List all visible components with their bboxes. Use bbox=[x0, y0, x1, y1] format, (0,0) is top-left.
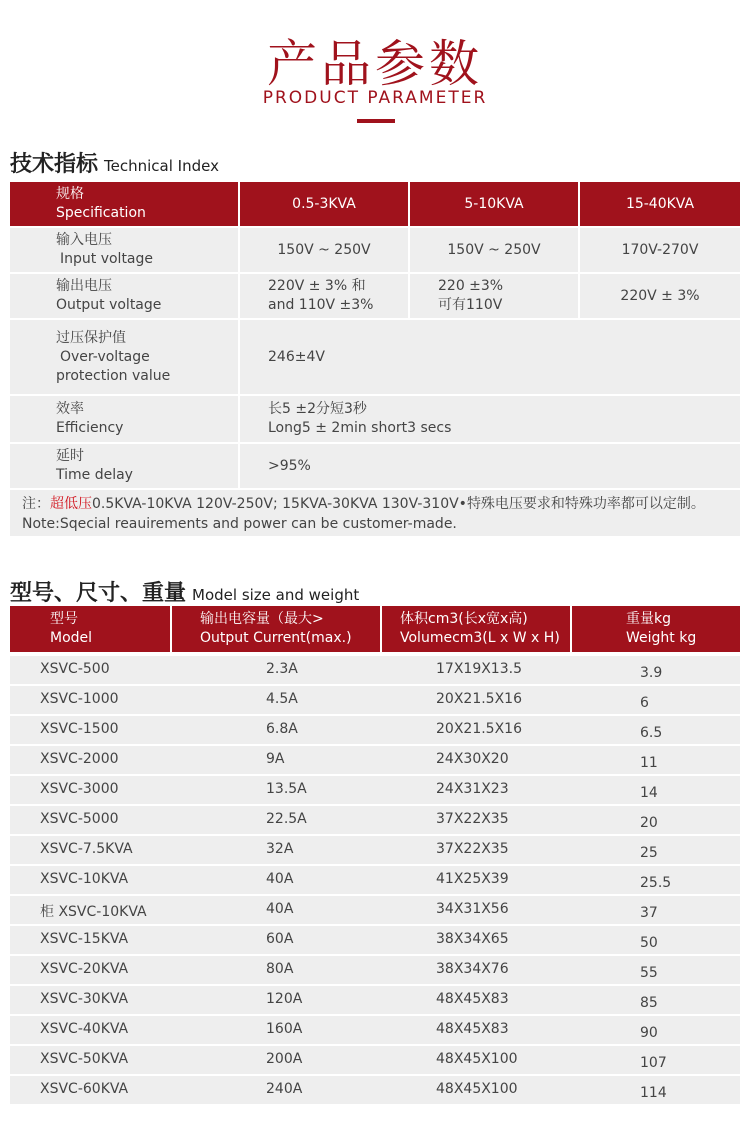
cell-volume: 37X22X35 bbox=[436, 841, 509, 857]
label-en: Over-voltage bbox=[60, 348, 150, 365]
note-line-zh bbox=[22, 494, 740, 514]
value-line: 220V ± 3% 和 bbox=[268, 278, 366, 294]
head-zh: 输出电容量（最大> bbox=[200, 611, 324, 627]
table-row bbox=[10, 926, 740, 954]
note-highlight: 超低压 bbox=[50, 496, 92, 512]
cell-weight: 3.9 bbox=[640, 665, 663, 681]
cell-weight: 55 bbox=[640, 965, 658, 981]
cell-volume: 48X45X83 bbox=[436, 991, 509, 1007]
tech-input-v1: 150V ~ 250V bbox=[240, 228, 408, 272]
value-line: 220 ±3% bbox=[438, 278, 504, 294]
cell-weight: 20 bbox=[640, 815, 658, 831]
cell-weight: 25.5 bbox=[640, 875, 672, 891]
label-zh: 延时 bbox=[56, 448, 84, 464]
label-zh: 过压保护值 bbox=[56, 329, 126, 346]
cell-model: XSVC-60KVA bbox=[40, 1081, 129, 1097]
cell-current: 32A bbox=[266, 841, 294, 857]
cell-model: XSVC-500 bbox=[40, 661, 110, 677]
cell-model: XSVC-7.5KVA bbox=[40, 841, 133, 857]
head-en: Output Current(max.) bbox=[200, 630, 352, 646]
page-header bbox=[0, 0, 750, 140]
cell-weight: 114 bbox=[640, 1085, 667, 1101]
tech-head-col3: 15-40KVA bbox=[580, 182, 740, 226]
model-head-volume bbox=[382, 606, 570, 652]
tech-note bbox=[10, 490, 740, 536]
note-line-en: Note:Sqecial reauirements and power can be customer-made. bbox=[22, 516, 457, 532]
model-title-zh: 型号、尺寸、重量 bbox=[10, 581, 187, 606]
cell-current: 200A bbox=[266, 1051, 303, 1067]
cell-volume: 48X45X100 bbox=[436, 1081, 518, 1097]
table-row bbox=[10, 1046, 740, 1074]
tech-head-col1: 0.5-3KVA bbox=[240, 182, 408, 226]
cell-model: XSVC-15KVA bbox=[40, 931, 129, 947]
model-head-weight bbox=[572, 606, 740, 652]
page-title: 产品参数 bbox=[267, 35, 483, 93]
model-title-en: Model size and weight bbox=[192, 586, 360, 604]
table-row bbox=[10, 716, 740, 744]
cell-model: XSVC-2000 bbox=[40, 751, 119, 767]
value-line: 可有110V bbox=[438, 297, 503, 313]
note-text: 0.5KVA-10KVA 120V-250V; 15KVA-30KVA 130V-310V•特殊电压要求和特殊功率都可以定制。 bbox=[92, 496, 705, 512]
table-row bbox=[10, 806, 740, 834]
cell-volume: 24X30X20 bbox=[436, 751, 509, 767]
head-en: Model bbox=[50, 630, 93, 646]
label-en: Time delay bbox=[56, 467, 133, 483]
cell-volume: 37X22X35 bbox=[436, 811, 509, 827]
tech-head-spec bbox=[10, 182, 238, 226]
tech-head-spec-en: Specification bbox=[56, 205, 146, 221]
cell-weight: 6.5 bbox=[640, 725, 663, 741]
table-row bbox=[10, 986, 740, 1014]
tech-overvoltage-value: 246±4V bbox=[240, 320, 740, 394]
cell-volume: 38X34X65 bbox=[436, 931, 509, 947]
tech-output-v2 bbox=[410, 274, 578, 318]
cell-current: 40A bbox=[266, 871, 294, 887]
cell-model: XSVC-40KVA bbox=[40, 1021, 129, 1037]
table-row bbox=[10, 656, 740, 684]
cell-weight: 90 bbox=[640, 1025, 658, 1041]
tech-input-v2: 150V ~ 250V bbox=[410, 228, 578, 272]
tech-row-input-label bbox=[10, 228, 238, 272]
model-section-title bbox=[10, 576, 359, 607]
value-line: and 110V ±3% bbox=[268, 297, 374, 313]
cell-current: 9A bbox=[266, 751, 285, 767]
cell-model: XSVC-3000 bbox=[40, 781, 119, 797]
table-row bbox=[10, 1016, 740, 1044]
tech-row-efficiency-label bbox=[10, 396, 238, 442]
cell-current: 22.5A bbox=[266, 811, 307, 827]
cell-weight: 37 bbox=[640, 905, 658, 921]
label-zh: 效率 bbox=[56, 401, 84, 417]
cell-model: XSVC-30KVA bbox=[40, 991, 129, 1007]
cell-weight: 14 bbox=[640, 785, 658, 801]
title-underline bbox=[357, 119, 395, 123]
label-en: Output voltage bbox=[56, 297, 162, 313]
cell-current: 60A bbox=[266, 931, 294, 947]
cell-volume: 38X34X76 bbox=[436, 961, 509, 977]
cell-current: 40A bbox=[266, 901, 294, 917]
table-row bbox=[10, 866, 740, 894]
cell-current: 13.5A bbox=[266, 781, 307, 797]
label-en: Input voltage bbox=[60, 251, 154, 267]
cell-model: XSVC-1000 bbox=[40, 691, 119, 707]
tech-row-overvoltage-label bbox=[10, 320, 238, 394]
tech-title-en: Technical Index bbox=[104, 157, 219, 175]
page-subtitle: PRODUCT PARAMETER bbox=[262, 88, 488, 108]
cell-model: XSVC-5000 bbox=[40, 811, 119, 827]
label-en: Efficiency bbox=[56, 420, 124, 436]
cell-current: 2.3A bbox=[266, 661, 298, 677]
table-row bbox=[10, 746, 740, 774]
cell-current: 120A bbox=[266, 991, 303, 1007]
note-prefix: 注： bbox=[22, 496, 50, 512]
table-row bbox=[10, 956, 740, 984]
head-en: Weight kg bbox=[626, 630, 697, 646]
value-line: Long5 ± 2min short3 secs bbox=[268, 420, 452, 436]
label-en: protection value bbox=[56, 367, 171, 384]
cell-model: XSVC-10KVA bbox=[40, 871, 129, 887]
table-row bbox=[10, 836, 740, 864]
head-zh: 重量kg bbox=[626, 611, 671, 627]
table-row bbox=[10, 896, 740, 924]
tech-row-delay-label bbox=[10, 444, 238, 488]
model-head-current bbox=[172, 606, 380, 652]
cell-model: XSVC-1500 bbox=[40, 721, 119, 737]
cell-model: XSVC-50KVA bbox=[40, 1051, 129, 1067]
cell-volume: 17X19X13.5 bbox=[436, 661, 522, 677]
tech-head-spec-zh: 规格 bbox=[56, 186, 84, 202]
tech-section-title bbox=[10, 147, 219, 178]
cell-current: 6.8A bbox=[266, 721, 298, 737]
cell-volume: 20X21.5X16 bbox=[436, 721, 522, 737]
tech-output-v1 bbox=[240, 274, 408, 318]
cell-volume: 41X25X39 bbox=[436, 871, 509, 887]
cell-current: 240A bbox=[266, 1081, 303, 1097]
tech-output-v3: 220V ± 3% bbox=[580, 274, 740, 318]
cell-volume: 48X45X100 bbox=[436, 1051, 518, 1067]
cell-weight: 25 bbox=[640, 845, 658, 861]
tech-title-zh: 技术指标 bbox=[10, 152, 99, 177]
table-row bbox=[10, 686, 740, 714]
cell-volume: 48X45X83 bbox=[436, 1021, 509, 1037]
label-zh: 输出电压 bbox=[56, 278, 112, 294]
cell-model: XSVC-20KVA bbox=[40, 961, 129, 977]
cell-current: 80A bbox=[266, 961, 294, 977]
cell-current: 4.5A bbox=[266, 691, 298, 707]
tech-row-output-label bbox=[10, 274, 238, 318]
table-row bbox=[10, 776, 740, 804]
cell-volume: 24X31X23 bbox=[436, 781, 509, 797]
tech-head-col2: 5-10KVA bbox=[410, 182, 578, 226]
table-row bbox=[10, 1076, 740, 1104]
cell-volume: 20X21.5X16 bbox=[436, 691, 522, 707]
cell-weight: 11 bbox=[640, 755, 658, 771]
model-head-model bbox=[10, 606, 170, 652]
cell-weight: 50 bbox=[640, 935, 658, 951]
cell-weight: 107 bbox=[640, 1055, 667, 1071]
head-zh: 体积cm3(长x宽x高) bbox=[400, 611, 528, 627]
tech-input-v3: 170V-270V bbox=[580, 228, 740, 272]
value-line: 长5 ±2分短3秒 bbox=[268, 401, 367, 417]
head-en: Volumecm3(L x W x H) bbox=[400, 630, 560, 646]
head-zh: 型号 bbox=[50, 611, 78, 627]
tech-efficiency-value bbox=[240, 396, 740, 442]
cell-volume: 34X31X56 bbox=[436, 901, 509, 917]
label-zh: 输入电压 bbox=[56, 232, 112, 248]
cell-weight: 6 bbox=[640, 695, 649, 711]
cell-model: 柜 XSVC-10KVA bbox=[40, 904, 147, 920]
tech-delay-value: >95% bbox=[240, 444, 740, 488]
cell-weight: 85 bbox=[640, 995, 658, 1011]
cell-current: 160A bbox=[266, 1021, 303, 1037]
